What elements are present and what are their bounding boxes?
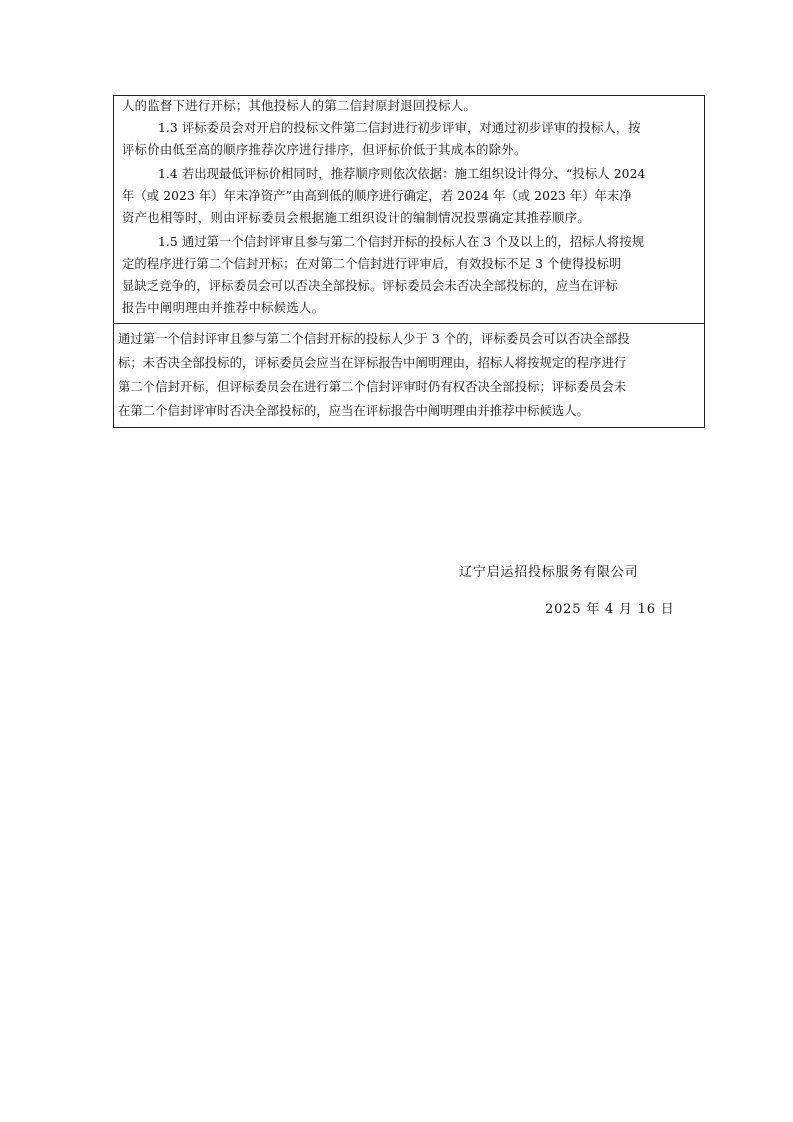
text-line: 显缺乏竞争的，评标委员会可以否决全部投标。评标委员会未否决全部投标的，应当在评标	[122, 279, 618, 293]
content-box	[113, 95, 705, 428]
document-date: 2025 年 4 月 16 日	[545, 602, 675, 617]
text-line: 评标价由低至高的顺序推荐次序进行排序，但评标价低于其成本的除外。	[122, 143, 527, 157]
text-line: 人的监督下进行开标；其他投标人的第二信封原封退回投标人。	[122, 99, 477, 113]
clause-1-3-line: 1.3 评标委员会对开启的投标文件第二信封进行初步评审，对通过初步评审的投标人，按	[158, 121, 641, 135]
text-line: 资产也相等时，则由评标委员会根据施工组织设计的编制情况投票确定其推荐顺序。	[122, 211, 590, 225]
text-line: 标；未否决全部投标的，评标委员会应当在评标报告中阐明理由，招标人将按规定的程序进行	[118, 356, 627, 370]
text-line: 报告中阐明理由并推荐中标候选人。	[122, 301, 325, 315]
clause-1-5-line: 1.5 通过第一个信封评审且参与第二个信封开标的投标人在 3 个及以上的，招标人将按规	[158, 235, 645, 249]
company-name: 辽宁启运招投标服务有限公司	[459, 565, 639, 580]
text-line: 通过第一个信封评审且参与第二个信封开标的投标人少于 3 个的，评标委员会可以否决全部投	[118, 332, 630, 346]
text-line: 定的程序进行第二个信封开标；在对第二个信封进行评审后，有效投标不足 3 个使得投标明	[122, 257, 622, 271]
text-line: 第二个信封开标，但评标委员会在进行第二个信封评审时仍有权否决全部投标；评标委员会未	[118, 380, 627, 394]
evaluation-procedure-section	[114, 96, 704, 324]
text-line: 在第二个信封评审时否决全部投标的，应当在评标报告中阐明理由并推荐中标候选人。	[118, 404, 590, 418]
clause-1-4-line: 1.4 若出现最低评标价相同时，推荐顺序则依次依据：施工组织设计得分、“投标人 2024	[158, 167, 646, 181]
text-line: 年（或 2023 年）年末净资产”由高到低的顺序进行确定，若 2024 年（或 2023 年）年末净	[122, 189, 632, 203]
